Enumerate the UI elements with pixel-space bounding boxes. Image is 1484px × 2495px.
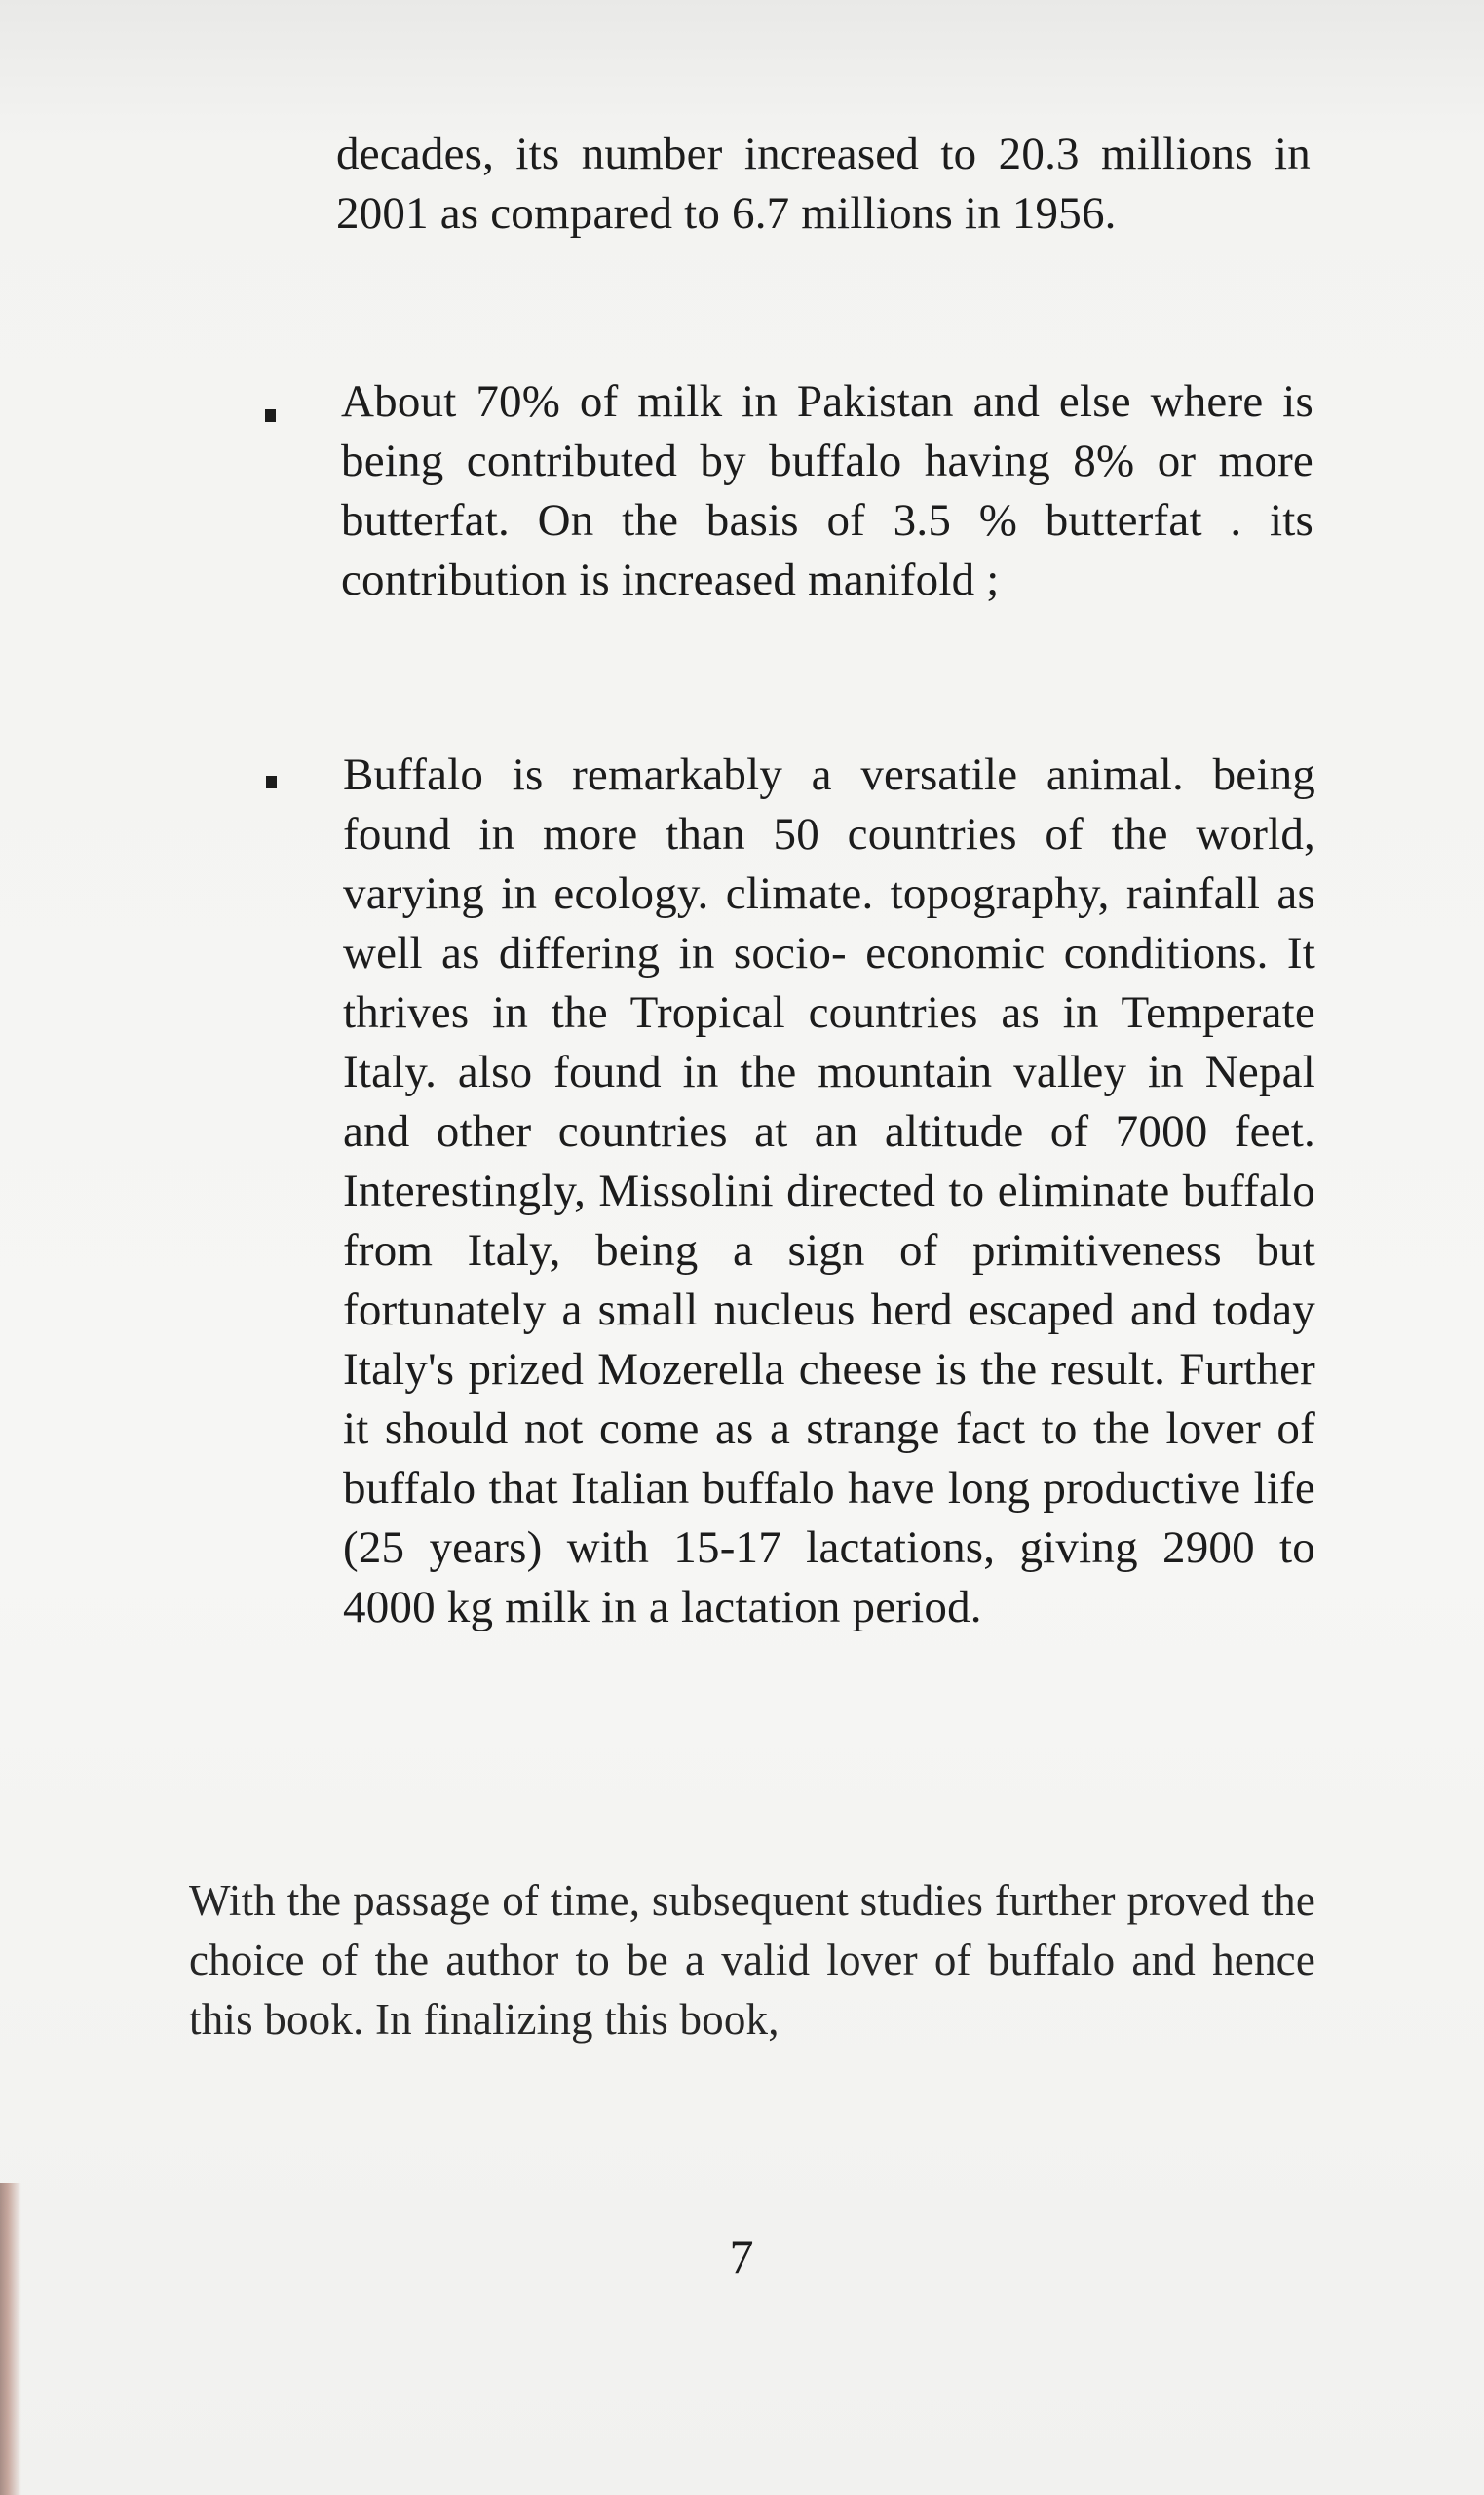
page-number: 7 — [729, 2229, 754, 2284]
bullet-paragraph-milk: About 70% of milk in Pakistan and else where is being contributed by buffalo having 8% or more butterfat. On the basis of 3.5 % butterfat . its contribution is increased manifold ; — [341, 376, 1313, 605]
closing-paragraph: With the passage of time, subsequent studies further proved the choice of the author to be a valid lover of buffalo and hence this book. In finalizing this book, — [189, 1876, 1315, 2044]
bullet-paragraph-versatility: Buffalo is remarkably a versatile animal. being found in more than 50 countries of the world, varying in ecology. climate. topography, rainfall as well as differing in socio- economic conditions. It thrives in the Tropical countries as in Temperate Italy. also found in the mountain valley in Nepal and other countries at an altitude of 7000 feet. Interestingly, Missolini directed to eliminate buffalo from Italy, being a sign of primitiveness but fortunately a small nucleus herd escaped and today Italy's prized Mozerella cheese is the result. Further it should not come as a strange fact to the lover of buffalo that Italian buffalo have long productive life (25 years) with 15-17 lactations, giving 2900 to 4000 kg milk in a lactation period. — [343, 749, 1315, 1632]
bullet-icon — [265, 409, 276, 422]
page-edge-shadow — [0, 2183, 21, 2495]
intro-paragraph: decades, its number increased to 20.3 millions in 2001 as compared to 6.7 millions in 1956. — [336, 129, 1311, 239]
bullet-icon — [266, 776, 277, 788]
